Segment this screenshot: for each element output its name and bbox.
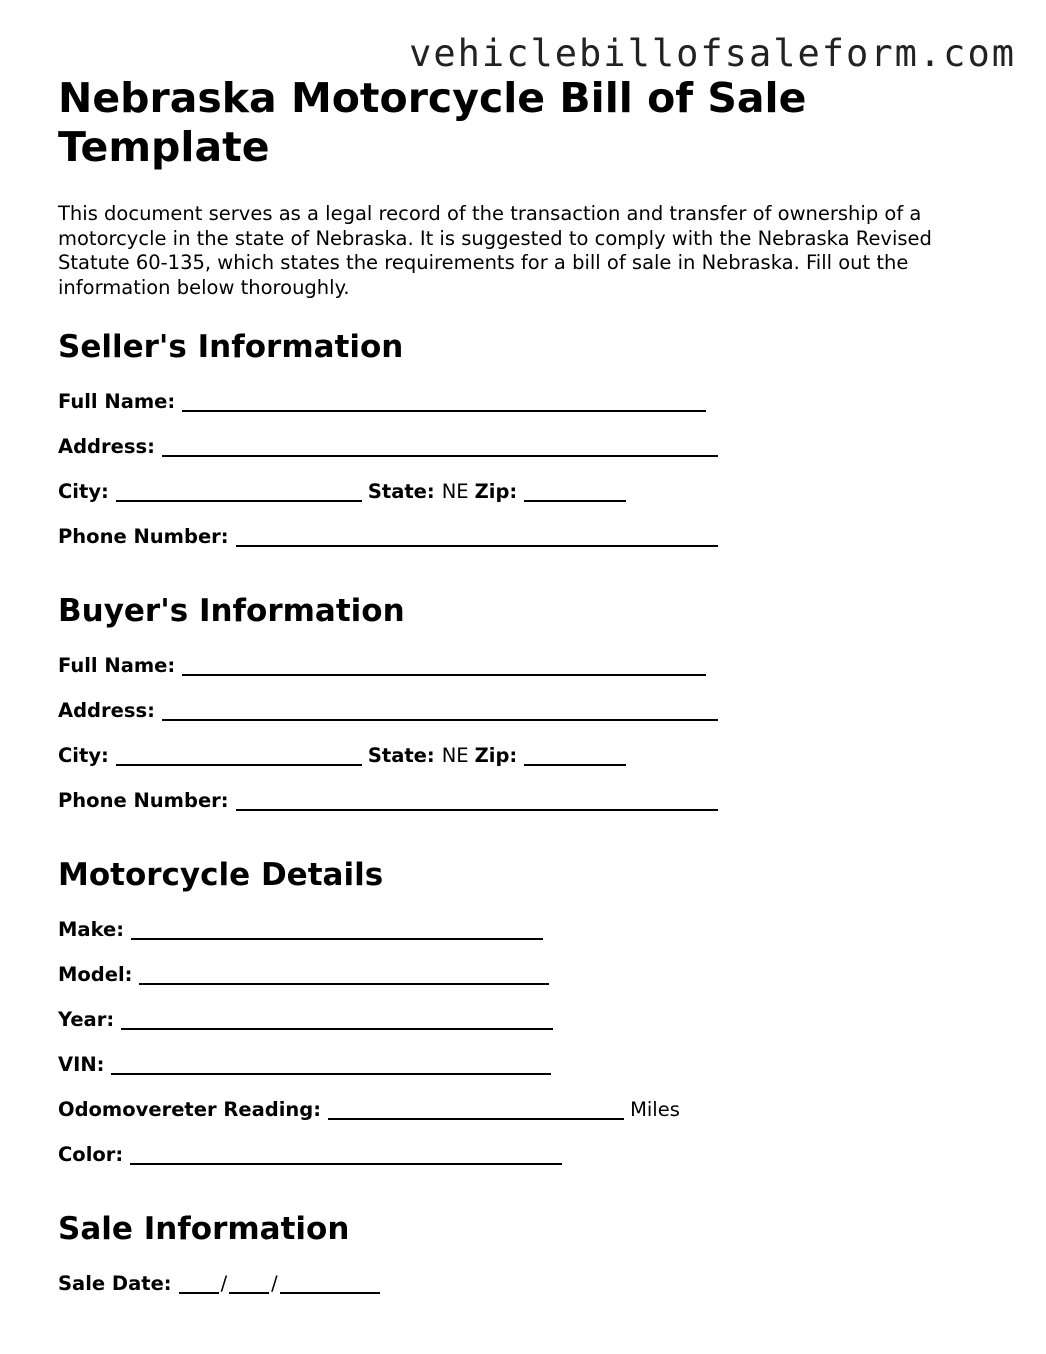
seller-state-label: State: (367, 480, 435, 503)
buyer-full-name-label: Full Name: (58, 654, 176, 677)
motorcycle-heading: Motorcycle Details (58, 857, 384, 893)
seller-address-row (58, 435, 998, 480)
buyer-state-label: State: (367, 744, 435, 767)
seller-zip-label: Zip: (474, 480, 518, 503)
seller-city-row (58, 480, 998, 525)
seller-full-name-row (58, 390, 998, 435)
document-body (58, 74, 998, 1317)
model-field[interactable] (139, 963, 549, 985)
buyer-full-name-field[interactable] (182, 654, 706, 676)
seller-full-name-field[interactable] (182, 390, 706, 412)
year-field[interactable] (121, 1008, 553, 1030)
seller-heading: Seller's Information (58, 329, 404, 365)
intro-paragraph: This document serves as a legal record of the transaction and transfer of ownership of a motorcycle in the state of Nebraska. It is suggested to comply with the Nebraska Revised Statute 60-135, which states the requirements for a bill of sale in Nebraska. Fill out the information below thoroughly. (58, 202, 932, 299)
seller-address-label: Address: (58, 435, 155, 458)
odometer-row (58, 1098, 998, 1143)
buyer-state-value: NE (441, 744, 469, 767)
buyer-phone-label: Phone Number: (58, 789, 229, 812)
year-label: Year: (58, 1008, 115, 1031)
buyer-city-label: City: (58, 744, 109, 767)
seller-zip-field[interactable] (524, 480, 626, 502)
seller-phone-row (58, 525, 998, 570)
sale-date-label: Sale Date: (58, 1272, 172, 1295)
sale-date-separator: / (271, 1272, 278, 1295)
buyer-phone-row (58, 789, 998, 834)
sale-date-separator: / (220, 1272, 228, 1295)
make-label: Make: (58, 918, 125, 941)
sale-date-year-field[interactable] (280, 1272, 380, 1294)
buyer-section (58, 591, 998, 834)
sale-date-month-field[interactable] (179, 1272, 219, 1294)
buyer-city-row (58, 744, 998, 789)
seller-address-field[interactable] (162, 435, 718, 457)
year-row (58, 1008, 998, 1053)
seller-city-field[interactable] (116, 480, 362, 502)
make-row (58, 918, 998, 963)
seller-city-label: City: (58, 480, 109, 503)
color-field[interactable] (130, 1143, 562, 1165)
seller-phone-field[interactable] (236, 525, 718, 547)
buyer-heading: Buyer's Information (58, 593, 405, 629)
motorcycle-section (58, 855, 998, 1188)
sale-date-row (58, 1272, 998, 1317)
watermark: vehiclebillofsaleform.com (409, 32, 1016, 75)
buyer-address-row (58, 699, 998, 744)
model-label: Model: (58, 963, 133, 986)
odometer-field[interactable] (328, 1098, 624, 1120)
buyer-city-field[interactable] (116, 744, 362, 766)
odometer-unit: Miles (630, 1098, 680, 1121)
vin-row (58, 1053, 998, 1098)
sale-section (58, 1209, 998, 1317)
odometer-label: Odomovereter Reading: (58, 1098, 322, 1121)
buyer-zip-label: Zip: (474, 744, 518, 767)
seller-section (58, 327, 998, 570)
buyer-zip-field[interactable] (524, 744, 626, 766)
buyer-address-field[interactable] (162, 699, 718, 721)
buyer-full-name-row (58, 654, 998, 699)
seller-full-name-label: Full Name: (58, 390, 176, 413)
sale-date-day-field[interactable] (229, 1272, 269, 1294)
buyer-phone-field[interactable] (236, 789, 718, 811)
color-label: Color: (58, 1143, 124, 1166)
seller-state-value: NE (441, 480, 469, 503)
vin-label: VIN: (58, 1053, 105, 1076)
vin-field[interactable] (111, 1053, 551, 1075)
page-title: Nebraska Motorcycle Bill of Sale Template (58, 74, 807, 171)
sale-heading: Sale Information (58, 1211, 350, 1247)
buyer-address-label: Address: (58, 699, 155, 722)
seller-phone-label: Phone Number: (58, 525, 229, 548)
make-field[interactable] (131, 918, 543, 940)
model-row (58, 963, 998, 1008)
color-row (58, 1143, 998, 1188)
